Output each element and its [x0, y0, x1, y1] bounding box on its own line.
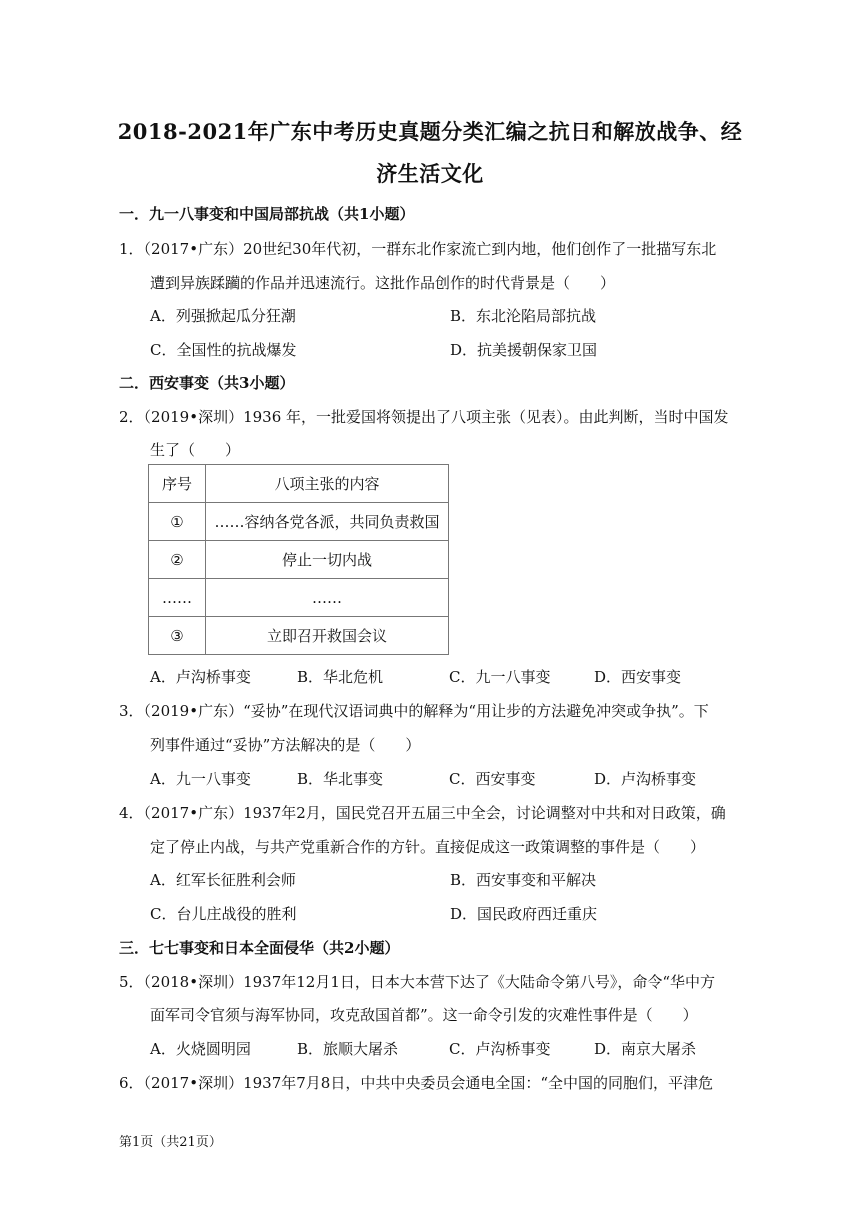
question-5-option-a: A．火烧圆明园 — [150, 1040, 251, 1058]
table-row — [149, 579, 449, 617]
question-2-option-a: A．卢沟桥事变 — [150, 668, 251, 686]
question-4-option-c: C．台儿庄战役的胜利 — [150, 905, 297, 923]
question-4-option-d: D．国民政府西迁重庆 — [450, 905, 598, 923]
table-cell: ① — [149, 503, 206, 541]
table-header-cell: 八项主张的内容 — [206, 465, 449, 503]
question-1-line1: 1．（2017•广东）20世纪30年代初，一群东北作家流亡到内地，他们创作了一批描写东北 — [119, 240, 717, 258]
table-cell: ……容纳各党各派，共同负责救国 — [206, 503, 449, 541]
table-cell: ② — [149, 541, 206, 579]
question-4-line2: 定了停止内战，与共产党重新合作的方针。直接促成这一政策调整的事件是（ ） — [150, 838, 706, 856]
question-2-line1: 2．（2019•深圳）1936 年，一批爱国将领提出了八项主张（见表）。由此判断，当时中国发 — [119, 408, 729, 426]
section-heading-1: 一．九一八事变和中国局部抗战（共1小题） — [119, 205, 415, 223]
proposals-table — [148, 464, 449, 655]
question-1-option-c: C．全国性的抗战爆发 — [150, 341, 297, 359]
question-4-line1: 4．（2017•广东）1937年2月，国民党召开五届三中全会，讨论调整对中共和对日政策，确 — [119, 804, 726, 822]
question-1-line2: 遭到异族蹂躏的作品并迅速流行。这批作品创作的时代背景是（ ） — [150, 274, 616, 292]
question-1-option-a: A．列强掀起瓜分狂潮 — [150, 307, 296, 325]
question-4-option-b: B．西安事变和平解决 — [450, 871, 597, 889]
question-3-option-b: B．华北事变 — [297, 770, 384, 788]
table-cell: 停止一切内战 — [206, 541, 449, 579]
question-5-line2: 面军司令官须与海军协同，攻克敌国首都”。这一命令引发的灾难性事件是（ ） — [150, 1006, 698, 1024]
question-3-option-a: A．九一八事变 — [150, 770, 251, 788]
table-row — [149, 617, 449, 655]
section-heading-2: 二．西安事变（共3小题） — [119, 374, 295, 392]
table-header-row — [149, 465, 449, 503]
question-2-option-c: C．九一八事变 — [449, 668, 551, 686]
table-header-cell: 序号 — [149, 465, 206, 503]
table-row — [149, 541, 449, 579]
question-2-option-b: B．华北危机 — [297, 668, 384, 686]
question-3-option-d: D．卢沟桥事变 — [594, 770, 697, 788]
document-title-line1: 2018-2021年广东中考历史真题分类汇编之抗日和解放战争、经 — [117, 119, 743, 144]
question-1-option-b: B．东北沦陷局部抗战 — [450, 307, 597, 325]
question-5-line1: 5．（2018•深圳）1937年12月1日，日本大本营下达了《大陆命令第八号》，命令“华中方 — [119, 973, 716, 991]
table-row — [149, 503, 449, 541]
question-4-option-a: A．红军长征胜利会师 — [150, 871, 296, 889]
document-title-line2: 济生活文化 — [376, 161, 484, 186]
question-3-line2: 列事件通过“妥协”方法解决的是（ ） — [150, 736, 421, 754]
table-cell: …… — [149, 579, 206, 617]
question-3-option-c: C．西安事变 — [449, 770, 536, 788]
question-5-option-b: B．旅顺大屠杀 — [297, 1040, 399, 1058]
table-cell: 立即召开救国会议 — [206, 617, 449, 655]
question-5-option-d: D．南京大屠杀 — [594, 1040, 697, 1058]
question-2-option-d: D．西安事变 — [594, 668, 682, 686]
question-5-option-c: C．卢沟桥事变 — [449, 1040, 551, 1058]
section-heading-3: 三．七七事变和日本全面侵华（共2小题） — [119, 939, 400, 957]
question-2-line2: 生了（ ） — [150, 441, 241, 459]
table-cell: ③ — [149, 617, 206, 655]
table-cell: …… — [206, 579, 449, 617]
question-1-option-d: D．抗美援朝保家卫国 — [450, 341, 598, 359]
question-6-line1: 6．（2017•深圳）1937年7月8日，中共中央委员会通电全国：“全中国的同胞们，平津危 — [119, 1074, 713, 1092]
page-footer: 第1页（共21页） — [119, 1135, 222, 1150]
question-3-line1: 3．（2019•广东）“妥协”在现代汉语词典中的解释为“用让步的方法避免冲突或争执”。下 — [119, 702, 709, 720]
